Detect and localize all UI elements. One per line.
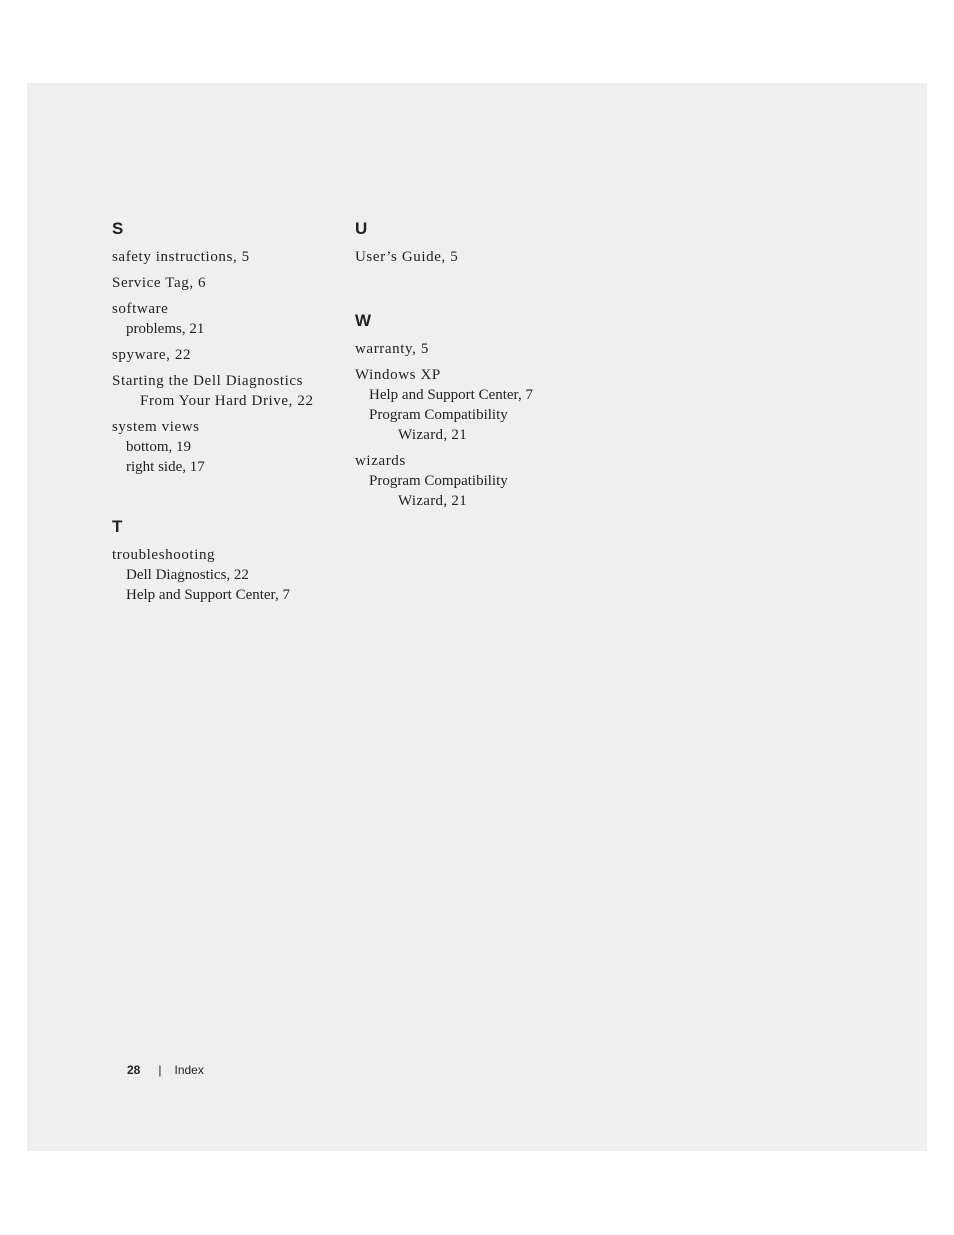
section-spacer	[112, 483, 342, 517]
index-entry-troubleshooting	[112, 545, 342, 605]
index-term: wizards	[355, 453, 406, 469]
index-column-right	[355, 219, 585, 517]
index-subterm: right side, 17	[126, 459, 205, 475]
index-term: spyware, 22	[112, 347, 192, 363]
index-column-left	[112, 219, 342, 611]
index-letter-u: U	[355, 219, 368, 238]
footer-separator: |	[158, 1063, 162, 1077]
index-subterm: Help and Support Center, 7	[126, 587, 290, 603]
index-entry-users-guide	[355, 247, 585, 267]
index-letter-w: W	[355, 311, 372, 330]
index-entry-warranty	[355, 339, 585, 359]
index-entry-starting-dell-diagnostics	[112, 371, 342, 411]
index-term: Service Tag, 6	[112, 275, 207, 291]
page-footer	[127, 1063, 204, 1077]
index-subterm: Program Compatibility	[369, 473, 508, 489]
index-term: Windows XP	[355, 367, 441, 383]
index-entry-safety-instructions	[112, 247, 342, 267]
index-subterm: Help and Support Center, 7	[369, 387, 533, 403]
index-subterm-continuation: Wizard, 21	[398, 427, 468, 443]
document-page	[27, 83, 927, 1151]
index-term: warranty, 5	[355, 341, 429, 357]
index-term: safety instructions, 5	[112, 249, 250, 265]
index-subterm: problems, 21	[126, 321, 205, 337]
index-term: system views	[112, 419, 200, 435]
index-term: Starting the Dell Diagnostics	[112, 373, 304, 389]
footer-section-title: Index	[174, 1063, 204, 1077]
index-term: software	[112, 301, 169, 317]
index-subterm: Program Compatibility	[369, 407, 508, 423]
index-entry-system-views	[112, 417, 342, 477]
index-entry-windows-xp	[355, 365, 585, 445]
index-letter-s: S	[112, 219, 124, 238]
index-subterm: Dell Diagnostics, 22	[126, 567, 249, 583]
index-term: User’s Guide, 5	[355, 249, 459, 265]
page-number: 28	[127, 1063, 141, 1077]
index-entry-software	[112, 299, 342, 339]
index-entry-wizards	[355, 451, 585, 511]
index-entry-spyware	[112, 345, 342, 365]
index-term-continuation: From Your Hard Drive, 22	[140, 393, 314, 409]
section-spacer	[355, 273, 585, 311]
index-subterm-continuation: Wizard, 21	[398, 493, 468, 509]
index-entry-service-tag	[112, 273, 342, 293]
index-letter-t: T	[112, 517, 123, 536]
index-subterm: bottom, 19	[126, 439, 192, 455]
index-term: troubleshooting	[112, 547, 216, 563]
